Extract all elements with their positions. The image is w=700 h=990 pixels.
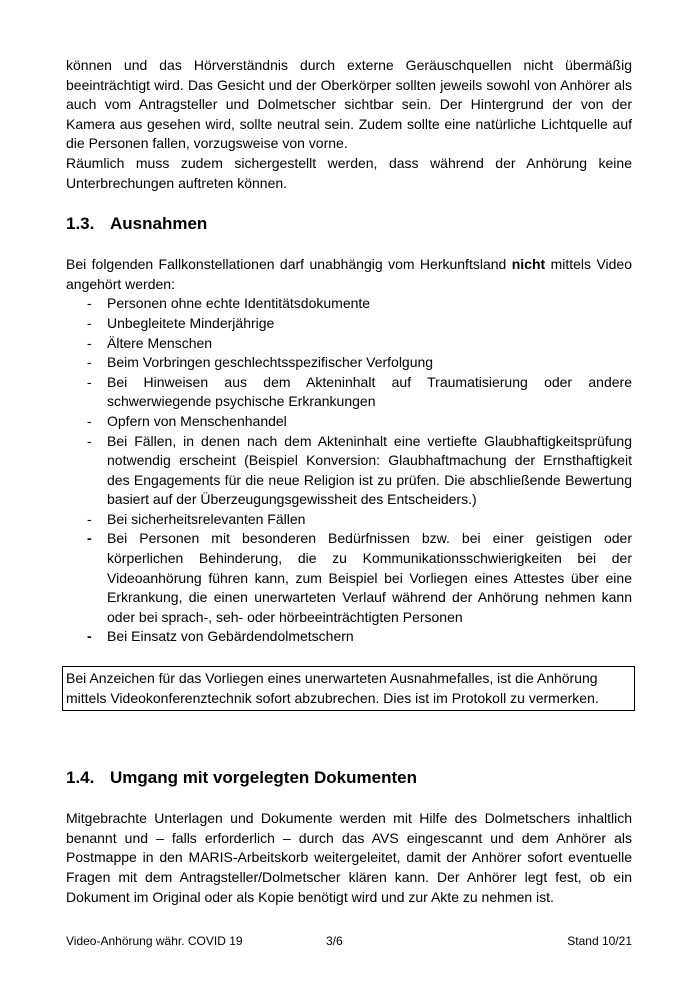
boxed-note — [62, 666, 635, 711]
list-item — [66, 529, 632, 627]
dash-bullet: - — [87, 530, 92, 547]
list-item-text: Bei sicherheitsrelevanten Fällen — [107, 510, 306, 527]
list-item-text: Opfern von Menschenhandel — [107, 412, 287, 429]
dash-bullet: - — [87, 334, 92, 351]
section-heading-1-3 — [66, 213, 632, 235]
list-item-text: Personen ohne echte Identitätsdokumente — [107, 295, 371, 312]
section-heading-1-4 — [66, 767, 632, 789]
list-item — [66, 334, 632, 354]
dash-bullet: - — [87, 295, 92, 312]
lead-emphasis: nicht — [511, 256, 546, 273]
list-item — [66, 510, 632, 530]
list-item-text: Ältere Menschen — [107, 334, 213, 351]
intro-paragraph: können und das Hörverständnis durch externe Geräuschquellen nicht übermäßig beeinträchtigt wird. Das Gesicht und der Oberkörper sollten jeweils sowohl von Anhörer als auch vom Antragsteller und Dolmetscher sichtbar sein. Der Hintergrund der von der Kamera aus gesehen wird, sollte neutral sein. Zudem sollte eine natürliche Lichtquelle auf die Personen fallen, vorzugsweise von vorne. — [66, 57, 632, 152]
dash-bullet: - — [87, 354, 92, 371]
list-item-text: Unbegleitete Minderjährige — [107, 314, 275, 331]
section-title: Umgang mit vorgelegten Dokumenten — [110, 768, 417, 788]
dash-bullet: - — [87, 373, 92, 390]
page-body — [66, 56, 632, 907]
list-item — [66, 432, 632, 510]
footer-version: Stand 10/21 — [567, 934, 632, 948]
page-footer — [66, 934, 632, 952]
dash-bullet: - — [87, 314, 92, 331]
list-item — [66, 353, 632, 373]
section-number: 1.4. — [66, 768, 95, 788]
dash-bullet: - — [87, 432, 92, 449]
intro-paragraph-2: Räumlich muss zudem sichergestellt werden, dass während der Anhörung keine Unterbrechungen auftreten können. — [66, 154, 632, 191]
boxed-note-text: Bei Anzeichen für das Vorliegen eines unerwarteten Ausnahmefalles, ist die Anhörung mittels Videokonferenztechnik sofort abzubrechen. Dies ist im Protokoll zu vermerken. — [66, 670, 599, 706]
footer-page-number: 3/6 — [326, 934, 343, 948]
section-title: Ausnahmen — [110, 214, 208, 234]
list-item — [66, 314, 632, 334]
exceptions-lead — [66, 255, 632, 294]
lead-text: Bei folgenden Fallkonstellationen darf unabhängig vom Herkunftsland — [66, 256, 512, 273]
exceptions-list — [66, 294, 632, 647]
section-number: 1.3. — [66, 214, 95, 234]
dash-bullet: - — [87, 628, 92, 645]
footer-document-title: Video-Anhörung währ. COVID 19 — [66, 934, 243, 948]
documents-paragraph: Mitgebrachte Unterlagen und Dokumente werden mit Hilfe des Dolmetschers inhaltlich benannt und – falls erforderlich – durch das AVS eingescannt und dem Anhörer als Postmappe in den MARIS-Arbeitskorb weitergeleitet, damit der Anhörer sofort eventuelle Fragen mit dem Antragsteller/Dolmetscher klären kann. Der Anhörer legt fest, ob ein Dokument im Original oder als Kopie benötigt wird und zur Akte zu nehmen ist. — [66, 810, 632, 905]
list-item-text: Beim Vorbringen geschlechtsspezifischer Verfolgung — [107, 354, 434, 371]
list-item-text: Bei Einsatz von Gebärdendolmetschern — [107, 628, 354, 645]
list-item-text: Bei Hinweisen aus dem Akteninhalt auf Traumatisierung oder andere schwerwiegende psychische Erkrankungen — [107, 373, 632, 410]
list-item-text: Bei Fällen, in denen nach dem Akteninhalt eine vertiefte Glaubhaftigkeitsprüfung notwendig erscheint (Beispiel Konversion: Glaubhaftmachung der Ernsthaftigkeit des Engagements für die neue Religion ist zu prüfen. Die abschließende Bewertung basiert auf der Überzeugungsgewissheit des Entscheiders.) — [107, 432, 632, 508]
dash-bullet: - — [87, 510, 92, 527]
list-item — [66, 412, 632, 432]
list-item — [66, 627, 632, 647]
list-item — [66, 373, 632, 412]
list-item-text: Bei Personen mit besonderen Bedürfnissen bzw. bei einer geistigen oder körperlichen Behinderung, die zu Kommunikationsschwierigkeiten bei der Videoanhörung führen kann, zum Beispiel bei Vorliegen eines Attestes über eine Erkrankung, die einen unerwarteten Verlauf während der Anhörung nehmen kann oder bei sprach-, seh- oder hörbeeinträchtigten Personen — [107, 530, 632, 625]
list-item — [66, 294, 632, 314]
dash-bullet: - — [87, 412, 92, 429]
lead-text-end: mittels Video angehört werden: — [66, 256, 632, 292]
